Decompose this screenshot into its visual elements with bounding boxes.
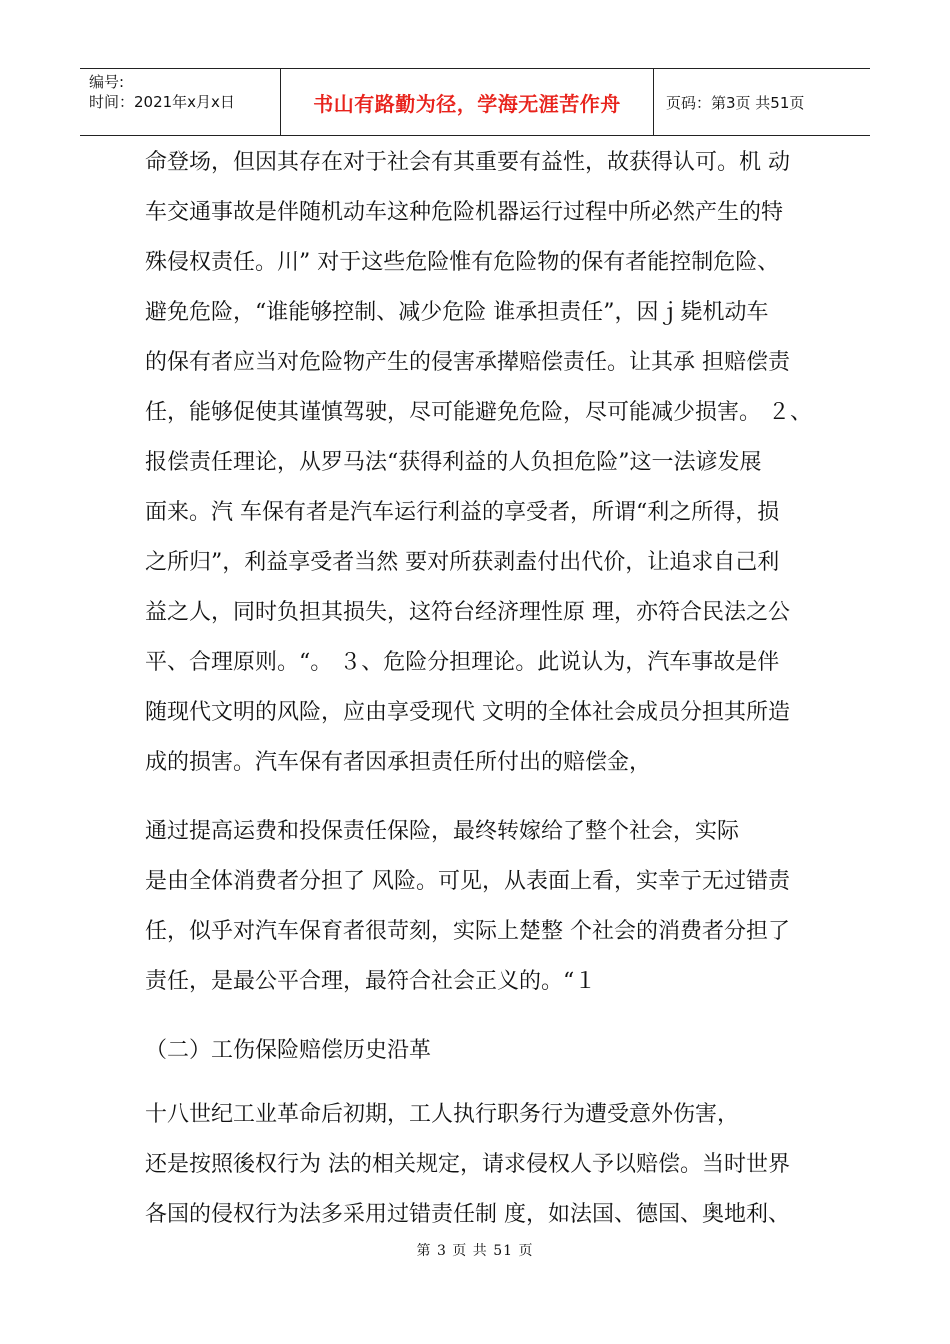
header-motto: 书山有路勤为径，学海无涯苦作舟 [281,69,654,135]
page-footer: 第 3 页 共 51 页 [416,1243,534,1259]
text-line: 避免危险，“谁能够控制、减少危险 谁承担责任”，因ｊ毙机动车 [145,300,769,325]
text-line: 通过提高运费和投保责任保险，最终转嫁给了整个社会，实际 [145,819,740,844]
section-heading: （二）工伤保险赔偿历史沿革 [145,1038,432,1063]
text-line: 益之人，同时负担其损失，这符台经济理性原 理，亦符合民法之公 [145,600,790,625]
text-line: 面来。汽 车保有者是汽车运行利益的享受者，所谓“利之所得，损 [145,500,780,525]
text-line: 随现代文明的风险，应由享受现代 文明的全体社会成员分担其所造 [145,700,790,725]
header-page-info: 页码：第3页 共51页 [666,93,805,112]
text-line: 责任，是最公平合理，最符合社会正义的。“１ [145,969,597,994]
text-line: 还是按照後权行为 法的相关规定，请求侵权人予以赔偿。当时世界 [145,1152,790,1177]
text-line: 是由全体消费者分担了 风险。可见，从表面上看，实幸亍无过错责 [145,869,790,894]
header-meta [80,69,281,135]
text-line: 报偿责任理论，从罗马法“获得利益的人负担危险”这一法谚发展 [145,450,762,475]
text-line: 十八世纪工业革命后初期，工人执行职务行为遭受意外伤害， [145,1102,740,1127]
text-line: 之所归”，利益享受者当然 要对所获剥盍付出代价，让追求自己利 [145,550,780,575]
text-line: 的保有者应当对危险物产生的侵害承撵赔偿责任。让其承 担赔偿责 [145,350,790,375]
text-line: 任，能够促使其谨慎驾驶，尽可能避免危险，尽可能减少损害。 ２、 [145,400,812,425]
text-line: 殊侵权责任。川” 对于这些危险惟有危险物的保有者能控制危险、 [145,250,780,275]
text-line: 车交通事故是伴随机动车这种危险机器运行过程中所必然产生的特 [145,200,784,225]
document-time-label: 时间：2021年x月x日 [89,93,235,111]
text-line: 任，似乎对汽车保育者很苛刻，实际上楚整 个社会的消费者分担了 [145,919,790,944]
document-number-label: 编号: [89,73,125,91]
text-line: 平、合理原则。“。 ３、危险分担理论。此说认为，汽车事故是伴 [145,650,780,675]
text-line: 命登场，但因其存在对于社会有其重要有益性，故获得认可。机 动 [145,150,790,175]
page-header [80,68,870,136]
text-line: 各国的侵权行为法多采用过错责任制 度，如法国、德国、奥地利、 [145,1202,790,1227]
text-line: 成的损害。汽车保有者因承担责任所付出的赔偿金， [145,750,652,775]
